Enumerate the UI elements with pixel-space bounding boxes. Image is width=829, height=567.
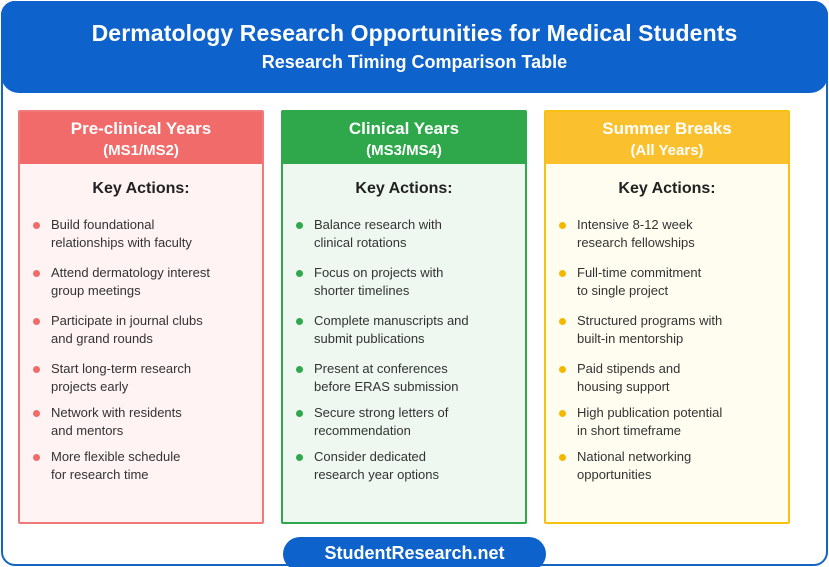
list-item-line: Complete manuscripts and [314, 313, 469, 328]
bullet-dot-icon [296, 318, 303, 325]
column-period: (MS3/MS4) [366, 142, 442, 159]
list-item-line: for research time [51, 467, 149, 482]
list-item-line: Consider dedicated [314, 449, 427, 464]
list-item-line: More flexible schedule [51, 449, 181, 464]
bullet-dot-icon [559, 318, 566, 325]
page-subtitle: Research Timing Comparison Table [261, 52, 568, 72]
bullet-dot-icon [296, 366, 303, 373]
list-item-line: Full-time commitment [577, 265, 702, 280]
list-item-line: research fellowships [577, 235, 695, 250]
list-item [20, 264, 262, 312]
list-item-line: clinical rotations [314, 235, 407, 250]
list-item [20, 216, 262, 264]
list-item [546, 216, 788, 264]
list-item-line: housing support [577, 379, 670, 394]
bullet-dot-icon [33, 410, 40, 417]
key-actions-heading: Key Actions: [92, 180, 190, 197]
column-preclinical [18, 110, 264, 524]
column-header [283, 112, 525, 164]
list-item [283, 448, 525, 496]
bullet-dot-icon [559, 222, 566, 229]
column-body [20, 164, 262, 522]
list-item-line: group meetings [51, 283, 141, 298]
list-item [546, 404, 788, 448]
list-item-line: Present at conferences [314, 361, 448, 376]
list-item [546, 448, 788, 496]
list-item-line: Structured programs with [577, 313, 723, 328]
list-item [283, 264, 525, 312]
bullet-dot-icon [33, 222, 40, 229]
list-item-line: Start long-term research [51, 361, 192, 376]
bullet-dot-icon [559, 366, 566, 373]
list-item-line: Balance research with [314, 217, 442, 232]
page-title: Dermatology Research Opportunities for Medical Students [91, 20, 738, 46]
list-item-line: opportunities [577, 467, 652, 482]
list-item-line: Build foundational [51, 217, 155, 232]
bullet-dot-icon [296, 454, 303, 461]
list-item-line: to single project [577, 283, 669, 298]
column-header [546, 112, 788, 164]
column-summer [544, 110, 790, 524]
list-item-line: Intensive 8-12 week [577, 217, 693, 232]
action-list [546, 216, 788, 496]
bullet-dot-icon [33, 270, 40, 277]
action-list [20, 216, 262, 496]
column-header [20, 112, 262, 164]
list-item [283, 404, 525, 448]
column-clinical [281, 110, 527, 524]
list-item-line: and grand rounds [51, 331, 153, 346]
list-item [20, 360, 262, 404]
column-period: (MS1/MS2) [103, 142, 179, 159]
bullet-dot-icon [296, 410, 303, 417]
list-item [546, 312, 788, 360]
list-item-line: and mentors [51, 423, 124, 438]
list-item [283, 360, 525, 404]
list-item-line: recommendation [314, 423, 411, 438]
key-actions-heading: Key Actions: [618, 180, 716, 197]
list-item-line: Focus on projects with [314, 265, 444, 280]
list-item-line: Attend dermatology interest [51, 265, 210, 280]
list-item [20, 312, 262, 360]
list-item [283, 216, 525, 264]
list-item-line: Paid stipends and [577, 361, 681, 376]
bullet-dot-icon [33, 366, 40, 373]
column-period: (All Years) [630, 142, 704, 159]
list-item-line: Network with residents [51, 405, 182, 420]
list-item [20, 448, 262, 496]
list-item-line: relationships with faculty [51, 235, 192, 250]
bullet-dot-icon [559, 410, 566, 417]
list-item-line: National networking [577, 449, 692, 464]
bullet-dot-icon [296, 222, 303, 229]
key-actions-heading: Key Actions: [355, 180, 453, 197]
list-item [546, 264, 788, 312]
column-title: Pre-clinical Years [70, 119, 212, 138]
list-item-line: High publication potential [577, 405, 723, 420]
list-item-line: shorter timelines [314, 283, 410, 298]
column-title: Summer Breaks [602, 119, 732, 138]
list-item [546, 360, 788, 404]
list-item-line: Participate in journal clubs [51, 313, 203, 328]
list-item-line: before ERAS submission [314, 379, 459, 394]
action-list [283, 216, 525, 496]
list-item-line: built-in mentorship [577, 331, 684, 346]
list-item-line: in short timeframe [577, 423, 682, 438]
list-item-line: research year options [314, 467, 440, 482]
column-body [546, 164, 788, 522]
column-body [283, 164, 525, 522]
bullet-dot-icon [559, 454, 566, 461]
bullet-dot-icon [296, 270, 303, 277]
list-item-line: Secure strong letters of [314, 405, 449, 420]
bullet-dot-icon [33, 454, 40, 461]
footer-badge[interactable]: StudentResearch.net [283, 537, 546, 567]
column-title: Clinical Years [348, 119, 460, 138]
list-item-line: projects early [51, 379, 129, 394]
list-item [283, 312, 525, 360]
list-item [20, 404, 262, 448]
header-banner [1, 1, 828, 93]
list-item-line: submit publications [314, 331, 425, 346]
bullet-dot-icon [33, 318, 40, 325]
bullet-dot-icon [559, 270, 566, 277]
